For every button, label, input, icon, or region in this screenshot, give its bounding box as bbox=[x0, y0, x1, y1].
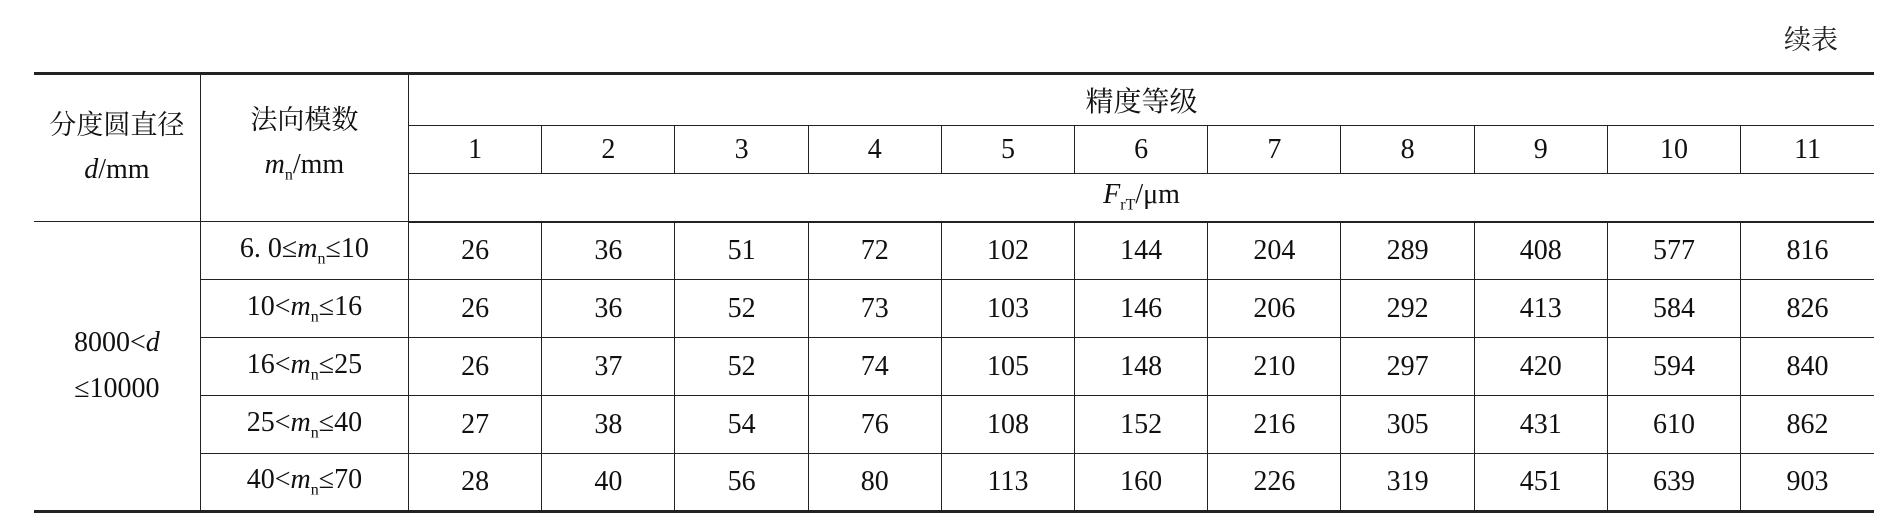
grade-label: 精度等级 bbox=[409, 74, 1874, 126]
module-unit-line bbox=[201, 143, 408, 198]
tolerance-unit-header bbox=[409, 174, 1874, 222]
module-range-symbol: m bbox=[290, 348, 311, 380]
tolerance-value-cell: 319 bbox=[1341, 454, 1474, 512]
tolerance-value-cell: 413 bbox=[1474, 280, 1607, 338]
module-label: 法向模数 bbox=[250, 104, 359, 136]
tolerance-value-cell: 26 bbox=[409, 222, 542, 280]
diameter-range-num: 8000< bbox=[73, 327, 146, 358]
grade-number: 7 bbox=[1208, 126, 1341, 174]
module-symbol-sub: n bbox=[284, 166, 293, 184]
tolerance-value-cell: 639 bbox=[1607, 454, 1740, 512]
diameter-range-line1 bbox=[34, 320, 200, 366]
tolerance-value-cell: 816 bbox=[1741, 222, 1874, 280]
grade-number: 10 bbox=[1607, 126, 1740, 174]
tolerance-value-cell: 27 bbox=[409, 396, 542, 454]
module-range-symbol: m bbox=[290, 290, 311, 322]
tolerance-value-cell: 226 bbox=[1208, 454, 1341, 512]
table-row bbox=[34, 338, 1874, 396]
tolerance-value-cell: 108 bbox=[941, 396, 1074, 454]
module-range-prefix: 25< bbox=[246, 406, 291, 438]
tolerance-value-cell: 28 bbox=[409, 454, 542, 512]
tolerance-value-cell: 51 bbox=[675, 222, 808, 280]
tolerance-value-cell: 73 bbox=[808, 280, 941, 338]
diameter-range-line2: ≤10000 bbox=[74, 373, 160, 404]
table-row bbox=[34, 222, 1874, 280]
tolerance-value-cell: 54 bbox=[675, 396, 808, 454]
module-range-prefix: 16< bbox=[246, 348, 291, 380]
grade-number: 11 bbox=[1741, 126, 1874, 174]
tolerance-value-cell: 76 bbox=[808, 396, 941, 454]
tolerance-value-cell: 840 bbox=[1741, 338, 1874, 396]
tolerance-value-cell: 37 bbox=[542, 338, 675, 396]
tolerance-value-cell: 305 bbox=[1341, 396, 1474, 454]
grade-number: 1 bbox=[409, 126, 542, 174]
module-range-symbol: m bbox=[297, 232, 318, 264]
diameter-unit-line bbox=[34, 148, 200, 192]
module-range-suffix: ≤40 bbox=[318, 406, 363, 438]
diameter-unit: /mm bbox=[98, 154, 150, 185]
grade-number: 3 bbox=[675, 126, 808, 174]
module-range-cell bbox=[200, 280, 408, 338]
tolerance-value-cell: 52 bbox=[675, 338, 808, 396]
tolerance-value-cell: 451 bbox=[1474, 454, 1607, 512]
module-range-suffix: ≤25 bbox=[318, 348, 363, 380]
tolerance-value-cell: 204 bbox=[1208, 222, 1341, 280]
tolerance-value-cell: 105 bbox=[941, 338, 1074, 396]
module-range-prefix: 10< bbox=[246, 290, 291, 322]
tolerance-value-cell: 113 bbox=[941, 454, 1074, 512]
grade-number: 8 bbox=[1341, 126, 1474, 174]
tolerance-value-cell: 148 bbox=[1075, 338, 1208, 396]
tolerance-value-cell: 431 bbox=[1474, 396, 1607, 454]
table-row bbox=[34, 280, 1874, 338]
module-range-cell bbox=[200, 454, 408, 512]
tolerance-value-cell: 594 bbox=[1607, 338, 1740, 396]
tolerance-value-cell: 38 bbox=[542, 396, 675, 454]
tolerance-value-cell: 297 bbox=[1341, 338, 1474, 396]
tolerance-value-cell: 146 bbox=[1075, 280, 1208, 338]
tolerance-value-cell: 862 bbox=[1741, 396, 1874, 454]
module-range-prefix: 40< bbox=[246, 464, 291, 496]
table-header bbox=[34, 74, 1874, 222]
header-module bbox=[200, 74, 408, 222]
tolerance-value-cell: 210 bbox=[1208, 338, 1341, 396]
tolerance-value-cell: 144 bbox=[1075, 222, 1208, 280]
table-body bbox=[34, 222, 1874, 512]
module-range-suffix: ≤10 bbox=[325, 232, 369, 264]
tolerance-unit: /μm bbox=[1135, 179, 1180, 211]
tolerance-value-cell: 56 bbox=[675, 454, 808, 512]
table-row bbox=[34, 454, 1874, 512]
tolerance-symbol-sub: rT bbox=[1120, 197, 1136, 215]
tolerance-value-cell: 160 bbox=[1075, 454, 1208, 512]
module-range-cell bbox=[200, 396, 408, 454]
tolerance-value-cell: 72 bbox=[808, 222, 941, 280]
continued-label: 续表 bbox=[1784, 25, 1838, 56]
module-range-cell bbox=[200, 222, 408, 280]
tolerance-value-cell: 216 bbox=[1208, 396, 1341, 454]
module-range-sub: n bbox=[310, 424, 319, 442]
tolerance-value-cell: 577 bbox=[1607, 222, 1740, 280]
tolerance-value-cell: 74 bbox=[808, 338, 941, 396]
tolerance-value-cell: 40 bbox=[542, 454, 675, 512]
tolerance-value-cell: 826 bbox=[1741, 280, 1874, 338]
tolerance-value-cell: 610 bbox=[1607, 396, 1740, 454]
tolerance-value-cell: 289 bbox=[1341, 222, 1474, 280]
tolerance-value-cell: 408 bbox=[1474, 222, 1607, 280]
tolerance-value-cell: 292 bbox=[1341, 280, 1474, 338]
module-range-prefix: 6. 0≤ bbox=[239, 232, 298, 264]
tolerance-value-cell: 52 bbox=[675, 280, 808, 338]
grade-number: 4 bbox=[808, 126, 941, 174]
module-symbol: m bbox=[264, 148, 285, 180]
module-range-suffix: ≤70 bbox=[318, 464, 363, 496]
tolerance-value-cell: 206 bbox=[1208, 280, 1341, 338]
tolerance-table bbox=[34, 72, 1874, 513]
grade-number: 9 bbox=[1474, 126, 1607, 174]
table-row bbox=[34, 396, 1874, 454]
diameter-label: 分度圆直径 bbox=[49, 110, 185, 141]
tolerance-value-cell: 26 bbox=[409, 338, 542, 396]
tolerance-value-cell: 36 bbox=[542, 222, 675, 280]
tolerance-value-cell: 103 bbox=[941, 280, 1074, 338]
diameter-range-symbol: d bbox=[145, 327, 160, 358]
module-range-cell bbox=[200, 338, 408, 396]
tolerance-value-cell: 152 bbox=[1075, 396, 1208, 454]
module-range-symbol: m bbox=[290, 406, 311, 438]
module-range-sub: n bbox=[310, 481, 319, 499]
tolerance-value-cell: 36 bbox=[542, 280, 675, 338]
diameter-symbol: d bbox=[84, 154, 99, 185]
module-range-suffix: ≤16 bbox=[318, 290, 363, 322]
module-unit: /mm bbox=[292, 148, 345, 180]
module-range-sub: n bbox=[310, 366, 319, 384]
tolerance-value-cell: 80 bbox=[808, 454, 941, 512]
grade-number: 2 bbox=[542, 126, 675, 174]
module-range-symbol: m bbox=[290, 464, 311, 496]
tolerance-value-cell: 584 bbox=[1607, 280, 1740, 338]
tolerance-value-cell: 102 bbox=[941, 222, 1074, 280]
grade-number: 6 bbox=[1075, 126, 1208, 174]
tolerance-value-cell: 903 bbox=[1741, 454, 1874, 512]
tolerance-value-cell: 420 bbox=[1474, 338, 1607, 396]
module-range-sub: n bbox=[310, 308, 319, 326]
header-diameter bbox=[34, 74, 200, 222]
diameter-range-cell bbox=[34, 222, 200, 512]
tolerance-symbol: F bbox=[1103, 179, 1121, 211]
tolerance-value-cell: 26 bbox=[409, 280, 542, 338]
grade-number: 5 bbox=[941, 126, 1074, 174]
module-range-sub: n bbox=[317, 250, 326, 268]
